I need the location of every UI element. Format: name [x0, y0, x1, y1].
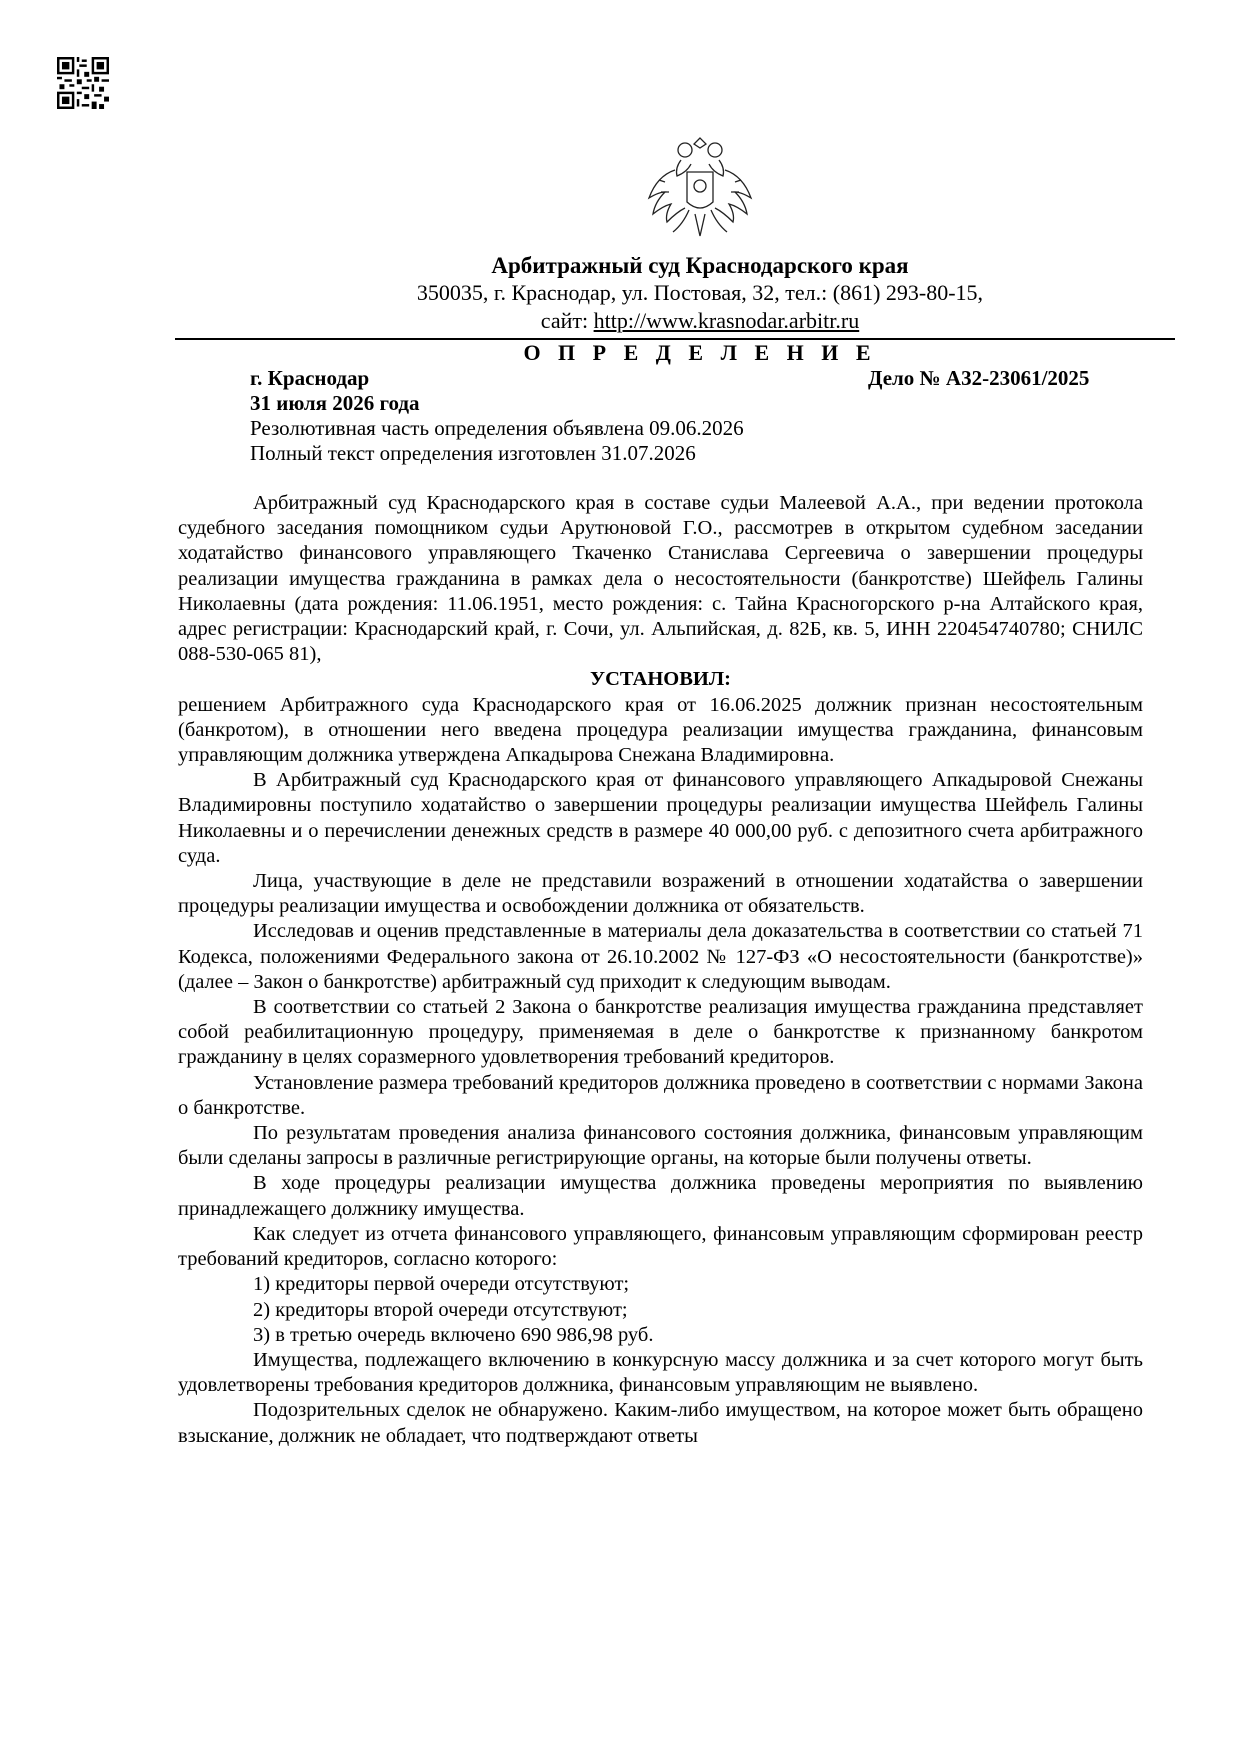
list-item: 3) в третью очередь включено 690 986,98 руб.	[253, 1323, 654, 1346]
body-paragraph: решением Арбитражного суда Краснодарского края от 16.06.2025 должник признан несостоятельным (банкротом), в отношении него введена процедура реализации имущества гражданина, финансовым управляющим должника утверждена Апкадырова Снежана Владимировна.	[178, 693, 1143, 767]
document-meta	[250, 366, 744, 466]
body-paragraph: Лица, участвующие в деле не представили возражений в отношении ходатайства о завершении процедуры реализации имущества и освобождении должника от обязательств.	[178, 870, 1143, 918]
body-paragraph: В соответствии со статьей 2 Закона о банкротстве реализация имущества гражданина представляет собой реабилитационную процедуру, применяемая в деле о банкротстве к признанному банкротом гражданину в целях соразмерного удовлетворения требований кредиторов.	[178, 996, 1143, 1069]
court-name: Арбитражный суд Краснодарского края	[491, 253, 909, 278]
body-paragraph: Исследовав и оценив представленные в материалы дела доказательства в соответствии со статьей 71 Кодекса, положениями Федерального закона от 26.10.2002 № 127-ФЗ «О несостоятельности (банкротстве)» (далее – Закон о банкротстве) арбитражный суд приходит к следующим выводам.	[178, 920, 1143, 993]
body-paragraph: По результатам проведения анализа финансового состояния должника, финансовым управляющим были сделаны запросы в различные регистрирующие органы, на которые были получены ответы.	[178, 1122, 1143, 1170]
established-heading: УСТАНОВИЛ:	[590, 668, 731, 691]
list-item: 2) кредиторы второй очереди отсутствуют;	[253, 1298, 628, 1321]
body-paragraph: Имущества, подлежащего включению в конкурсную массу должника и за счет которого могут быть удовлетворены требования кредиторов должника, финансовым управляющим не выявлено.	[178, 1348, 1143, 1397]
court-address: 350035, г. Краснодар, ул. Постовая, 32, тел.: (861) 293-80-15,	[416, 280, 984, 305]
qr-code-icon	[57, 57, 109, 109]
document-city: г. Краснодар	[250, 366, 370, 390]
document-title: О П Р Е Д Е Л Е Н И Е	[523, 340, 877, 365]
court-header	[0, 253, 1240, 335]
court-site	[0, 307, 1240, 335]
body-paragraph: В ходе процедуры реализации имущества должника проведены мероприятия по выявлению принадлежащего должнику имущества.	[178, 1172, 1143, 1220]
court-site-link[interactable]: http://www.krasnodar.arbitr.ru	[593, 308, 860, 333]
body-paragraph: Как следует из отчета финансового управляющего, финансовым управляющим сформирован реестр требований кредиторов, согласно которого:	[178, 1222, 1143, 1271]
intro-paragraph: Арбитражный суд Краснодарского края в составе судьи Малеевой А.А., при ведении протокола судебного заседания помощником судьи Арутюновой Г.О., рассмотрев в открытом судебном заседании ходатайство финансового управляющего Ткаченко Станислава Сергеевича о завершении процедуры реализации имущества гражданина в рамках дела о несостоятельности (банкротстве) Шейфель Галины Николаевны (дата рождения: 11.06.1951, место рождения: с. Тайна Красногорского р-на Алтайского края, адрес регистрации: Краснодарский край, г. Сочи, ул. Альпийская, д. 82Б, кв. 5, ИНН 220454740780; СНИЛС 088-530-065 81),	[178, 492, 1143, 666]
body-paragraph: Подозрительных сделок не обнаружено. Каким-либо имуществом, на которое может быть обращено взыскание, должник не обладает, что подтверждают ответы	[178, 1399, 1143, 1447]
fulltext-note: Полный текст определения изготовлен 31.07.2026	[250, 441, 696, 465]
document-date: 31 июля 2026 года	[250, 391, 420, 415]
document-body	[178, 491, 1143, 1449]
court-site-label: сайт:	[540, 308, 594, 333]
body-paragraph: Установление размера требований кредиторов должника проведено в соответствии с нормами Закона о банкротстве.	[178, 1071, 1143, 1119]
case-number: Дело № А32-23061/2025	[868, 366, 1090, 390]
coat-of-arms-emblem	[645, 130, 755, 248]
list-item: 1) кредиторы первой очереди отсутствуют;	[253, 1273, 630, 1296]
body-paragraph: В Арбитражный суд Краснодарского края от финансового управляющего Апкадыровой Снежаны Владимировны поступило ходатайство о завершении процедуры реализации имущества Шейфель Галины Николаевны и о перечислении денежных средств в размере 40 000,00 руб. с депозитного счета арбитражного суда.	[178, 769, 1143, 867]
resolution-note: Резолютивная часть определения объявлена 09.06.2026	[250, 416, 744, 440]
